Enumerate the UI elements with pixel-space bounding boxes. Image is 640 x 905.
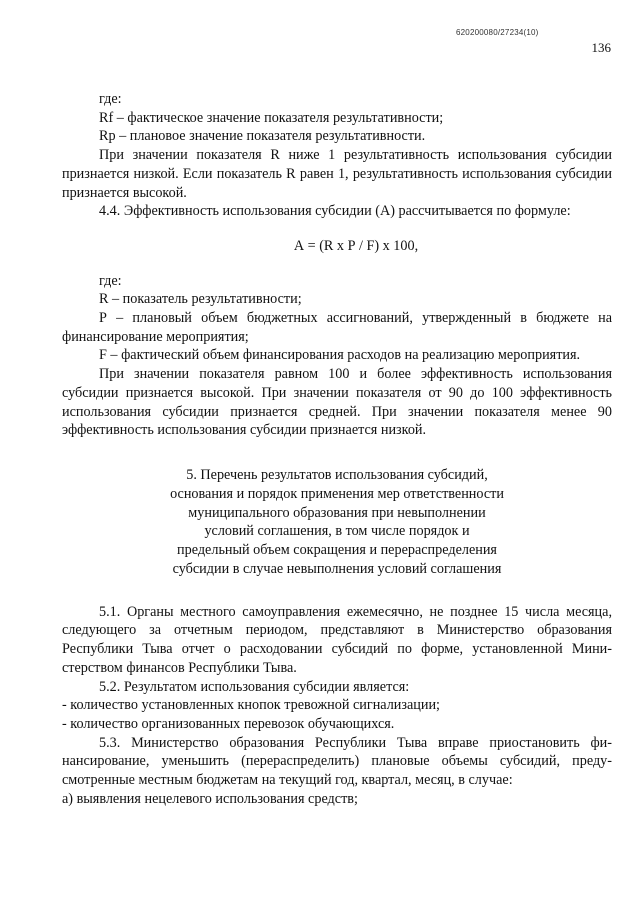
p-definition: Р – плановый объем бюджетных ассигнований, утвержденный в бюджете на финансирование мероприятия; <box>62 310 612 345</box>
where-label-1: где: <box>99 91 122 107</box>
list-item-transport: - количество организованных перевозок обучающихся. <box>62 715 395 732</box>
paragraph-5-1: 5.1. Органы местного самоуправления ежемесячно, не позднее 15 числа месяца, следующего за отчетным периодом, представляют в Министерство образования Республики Тыва отчет о расходовании субсидий по форме, установленной Министерством финансов Республики Тыва. <box>62 603 612 676</box>
section-heading-line: предельный объем сокращения и перераспределения <box>177 542 497 559</box>
section-heading-line: условий соглашения, в том числе порядок и <box>204 523 470 540</box>
document-body <box>62 90 612 808</box>
result-rule-paragraph: При значении показателя R ниже 1 результативность использования субсидии признается низкой. Если показатель R равен 1, результативность использования субсидии признается высокой. <box>62 147 612 201</box>
page-number: 136 <box>591 40 611 55</box>
paragraph-4-4: 4.4. Эффективность использования субсидии (А) рассчитывается по формуле: <box>99 203 571 220</box>
efficiency-rule-paragraph: При значении показателя равном 100 и более эффективность использования субсидии признается высокой. При значении показателя от 90 до 100 эффективность использования субсидии признается средней. При значении показателя менее 90 эффективность использования субсидии признается низкой. <box>62 366 612 439</box>
f-definition: F – фактический объем финансирования расходов на реализацию мероприятия. <box>99 347 581 364</box>
section-heading-line: 5. Перечень результатов использования субсидий, <box>186 466 488 483</box>
section-heading-line: муниципального образования при невыполнении <box>188 504 486 521</box>
efficiency-formula: А = (R х Р / F) х 100, <box>293 237 419 254</box>
document-id: 620200080/27234(10) <box>456 28 539 37</box>
list-item-a: а) выявления нецелевого использования средств; <box>62 790 358 807</box>
section-5-heading <box>62 466 612 579</box>
rp-definition: Rp – плановое значение показателя результативности. <box>99 128 426 145</box>
r-definition: R – показатель результативности; <box>99 291 302 308</box>
rf-definition: Rf – фактическое значение показателя результативности; <box>99 109 444 126</box>
section-heading-line: основания и порядок применения мер ответственности <box>170 485 504 502</box>
list-item-alarm-buttons: - количество установленных кнопок тревожной сигнализации; <box>62 697 440 714</box>
paragraph-5-2: 5.2. Результатом использования субсидии является: <box>99 678 410 695</box>
paragraph-5-3: 5.3. Министерство образования Республики Тыва вправе приостановить финансирование, уменьшить (перераспределить) плановые объемы субсидий, предусмотренные местным бюджетам на текущий год, квартал, месяц, в случае: <box>62 734 612 789</box>
where-label-2: где: <box>99 272 122 289</box>
section-heading-line: субсидии в случае невыполнения условий соглашения <box>172 560 502 577</box>
